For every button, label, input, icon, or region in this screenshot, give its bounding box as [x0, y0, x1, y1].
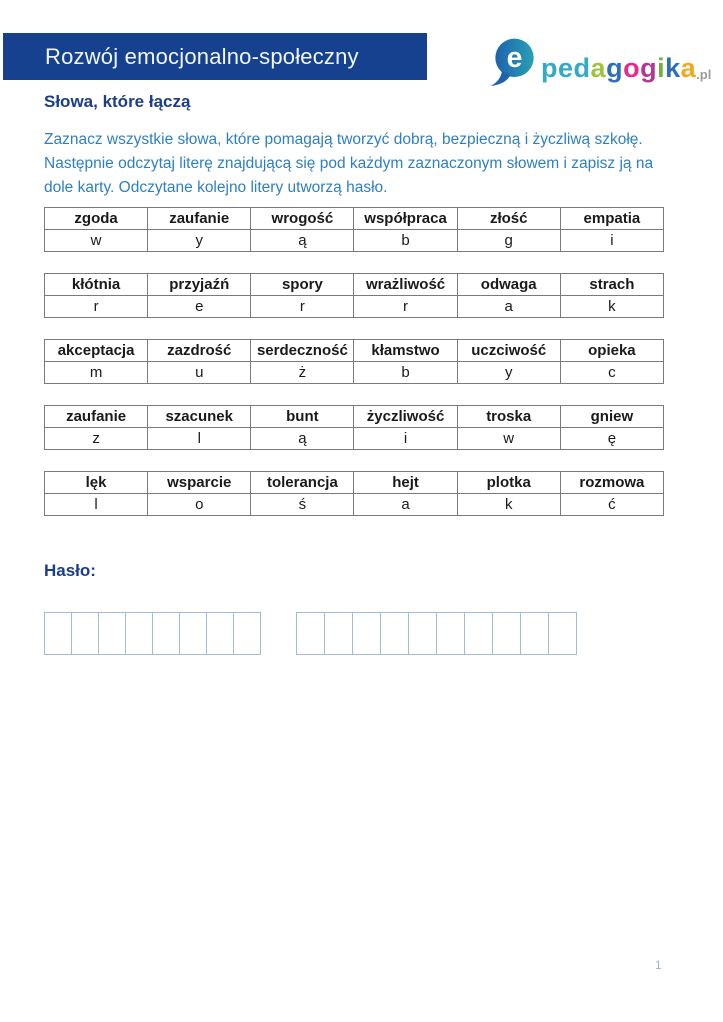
letter-cell: e: [148, 296, 251, 318]
page-number: 1: [655, 958, 662, 972]
answer-boxes: [44, 612, 612, 655]
word-cell: rozmowa: [560, 472, 663, 494]
word-cell: zaufanie: [45, 406, 148, 428]
worksheet-title: Słowa, które łączą: [44, 92, 191, 111]
letter-cell: ś: [251, 494, 354, 516]
instructions-line: dole karty. Odczytane kolejno litery utworzą hasło.: [44, 179, 388, 196]
word-cell: empatia: [560, 208, 663, 230]
word-cell: kłótnia: [45, 274, 148, 296]
word-cell: lęk: [45, 472, 148, 494]
answer-letter-box: [206, 612, 234, 655]
logo-letter: d: [573, 53, 591, 83]
letter-cell: g: [457, 230, 560, 252]
logo-speech-bubble-icon: [487, 36, 537, 88]
logo-suffix: .pl: [696, 67, 712, 82]
word-table: [44, 339, 664, 384]
word-cell: zaufanie: [148, 208, 251, 230]
answer-letter-box: [233, 612, 261, 655]
letter-cell: y: [148, 230, 251, 252]
word-cell: życzliwość: [354, 406, 457, 428]
letter-row: [45, 494, 664, 516]
logo-letter: g: [606, 53, 624, 83]
letter-cell: u: [148, 362, 251, 384]
word-cell: hejt: [354, 472, 457, 494]
word-table: [44, 207, 664, 252]
word-cell: plotka: [457, 472, 560, 494]
answer-letter-box: [179, 612, 207, 655]
word-row: [45, 274, 664, 296]
letter-cell: l: [45, 494, 148, 516]
word-cell: wsparcie: [148, 472, 251, 494]
letter-cell: k: [560, 296, 663, 318]
letter-cell: b: [354, 230, 457, 252]
answer-label: Hasło:: [44, 561, 96, 580]
logo-letter: g: [640, 53, 658, 83]
letter-row: [45, 296, 664, 318]
answer-letter-box: [296, 612, 325, 655]
letter-cell: k: [457, 494, 560, 516]
word-cell: przyjaźń: [148, 274, 251, 296]
logo-bubble-letter: e: [506, 42, 523, 74]
answer-letter-box: [492, 612, 521, 655]
banner-title: Rozwój emocjonalno-społeczny: [45, 43, 359, 69]
letter-row: [45, 230, 664, 252]
logo-wordmark: [541, 55, 711, 88]
word-cell: zazdrość: [148, 340, 251, 362]
answer-letter-box: [548, 612, 577, 655]
letter-cell: a: [354, 494, 457, 516]
word-cell: spory: [251, 274, 354, 296]
letter-cell: ą: [251, 230, 354, 252]
word-cell: odwaga: [457, 274, 560, 296]
word-cell: akceptacja: [45, 340, 148, 362]
word-cell: uczciwość: [457, 340, 560, 362]
instructions-line: Następnie odczytaj literę znajdującą się pod każdym zaznaczonym słowem i zapisz ją na: [44, 155, 654, 172]
word-table: [44, 405, 664, 450]
letter-cell: w: [457, 428, 560, 450]
word-table: [44, 471, 664, 516]
word-row: [45, 208, 664, 230]
word-cell: tolerancja: [251, 472, 354, 494]
word-cell: złość: [457, 208, 560, 230]
word-cell: troska: [457, 406, 560, 428]
word-cell: wrogość: [251, 208, 354, 230]
letter-cell: i: [560, 230, 663, 252]
word-cell: wrażliwość: [354, 274, 457, 296]
answer-letter-box: [152, 612, 180, 655]
word-table: [44, 273, 664, 318]
letter-cell: ć: [560, 494, 663, 516]
answer-group: [296, 612, 577, 655]
letter-cell: c: [560, 362, 663, 384]
answer-letter-box: [98, 612, 126, 655]
answer-letter-box: [520, 612, 549, 655]
word-cell: kłamstwo: [354, 340, 457, 362]
answer-letter-box: [44, 612, 72, 655]
answer-letter-box: [71, 612, 99, 655]
header-banner: [3, 33, 427, 80]
logo-letter: a: [680, 53, 697, 83]
instructions-text: [44, 128, 684, 200]
answer-letter-box: [436, 612, 465, 655]
letter-cell: ę: [560, 428, 663, 450]
word-cell: serdeczność: [251, 340, 354, 362]
logo-letter: a: [590, 53, 607, 83]
letter-cell: w: [45, 230, 148, 252]
letter-row: [45, 362, 664, 384]
word-cell: gniew: [560, 406, 663, 428]
letter-cell: a: [457, 296, 560, 318]
logo-letter: p: [541, 53, 558, 83]
word-row: [45, 340, 664, 362]
answer-letter-box: [408, 612, 437, 655]
word-cell: bunt: [251, 406, 354, 428]
logo-letter: k: [665, 53, 681, 83]
answer-letter-box: [380, 612, 409, 655]
letter-cell: b: [354, 362, 457, 384]
letter-cell: ż: [251, 362, 354, 384]
word-row: [45, 406, 664, 428]
letter-cell: r: [45, 296, 148, 318]
word-row: [45, 472, 664, 494]
letter-cell: z: [45, 428, 148, 450]
letter-cell: m: [45, 362, 148, 384]
answer-letter-box: [324, 612, 353, 655]
letter-cell: l: [148, 428, 251, 450]
answer-letter-box: [352, 612, 381, 655]
word-cell: opieka: [560, 340, 663, 362]
instructions-line: Zaznacz wszystkie słowa, które pomagają tworzyć dobrą, bezpieczną i życzliwą szkołę.: [44, 131, 643, 148]
word-cell: szacunek: [148, 406, 251, 428]
logo-letter: o: [623, 53, 641, 83]
logo-letter: e: [558, 53, 574, 83]
word-cell: współpraca: [354, 208, 457, 230]
letter-cell: y: [457, 362, 560, 384]
logo-letter: i: [657, 53, 666, 83]
answer-letter-box: [125, 612, 153, 655]
letter-cell: i: [354, 428, 457, 450]
letter-cell: r: [354, 296, 457, 318]
letter-cell: r: [251, 296, 354, 318]
letter-cell: o: [148, 494, 251, 516]
word-cell: zgoda: [45, 208, 148, 230]
answer-letter-box: [464, 612, 493, 655]
answer-group: [44, 612, 261, 655]
epedagogika-logo: [487, 36, 711, 88]
word-tables: [44, 207, 664, 537]
letter-row: [45, 428, 664, 450]
word-cell: strach: [560, 274, 663, 296]
letter-cell: ą: [251, 428, 354, 450]
